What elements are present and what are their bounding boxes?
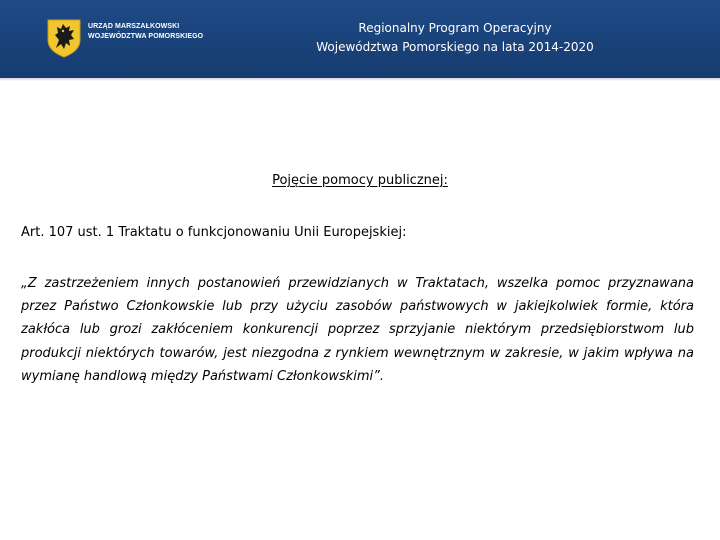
- header-title-line1: Regionalny Program Operacyjny: [358, 21, 552, 35]
- logo-text: [88, 22, 203, 42]
- header-banner: [0, 0, 720, 78]
- article-reference: Art. 107 ust. 1 Traktatu o funkcjonowaniu Unii Europejskiej:: [21, 225, 407, 240]
- header-title-line2: Województwa Pomorskiego na lata 2014-2020: [316, 40, 594, 54]
- header-title: [250, 19, 660, 57]
- logo-text-line2: WOJEWÓDZTWA POMORSKIEGO: [88, 33, 204, 40]
- treaty-quote: „Z zastrzeżeniem innych postanowień przewidzianych w Traktatach, wszelka pomoc przyznawana przez Państwo Członkowskie lub przy użyciu zasobów państwowych w jakiejkolwiek formie, która zakłóca lub grozi zakłóceniem konkurencji poprzez sprzyjanie niektórym przedsiębiorstwom lub produkcji niektórych towarów, jest niezgodna z rynkiem wewnętrznym w zakresie, w jakim wpływa na wymianę handlową między Państwami Członkowskimi”.: [21, 276, 694, 384]
- section-title: Pojęcie pomocy publicznej:: [272, 173, 448, 188]
- logo-text-line1: URZĄD MARSZAŁKOWSKI: [88, 23, 180, 30]
- griffin-coat-of-arms-icon: [46, 18, 82, 58]
